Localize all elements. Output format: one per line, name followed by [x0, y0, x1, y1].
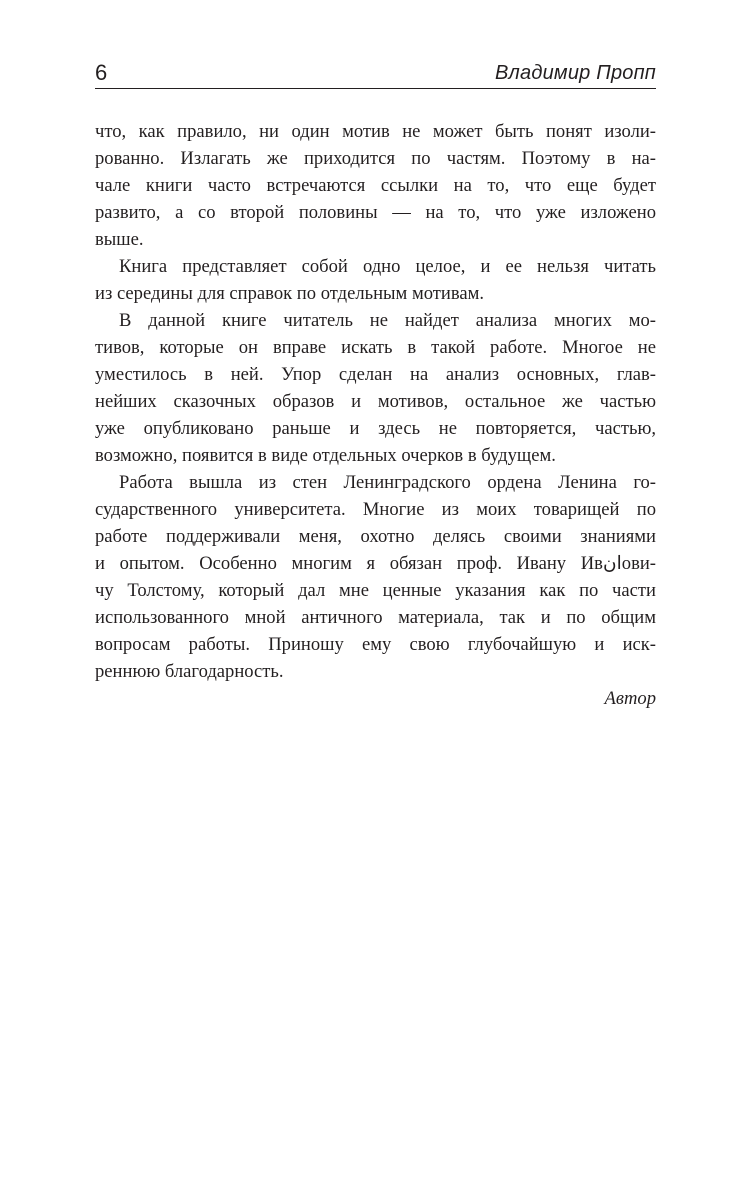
- text-line: выше.: [95, 229, 144, 250]
- text-line: чу Толстому, который дал мне ценные указания как по части: [95, 580, 656, 601]
- text-line: развито, а со второй половины — на то, что уже изложено: [95, 202, 656, 223]
- text-line: сударственного университета. Многие из моих товарищей по: [95, 499, 656, 520]
- text-line: Работа вышла из стен Ленинградского ордена Ленина го-: [119, 472, 656, 493]
- text-line: из середины для справок по отдельным мотивам.: [95, 283, 485, 304]
- text-line: использованного мной античного материала, так и по общим: [95, 607, 656, 628]
- text-line: тивов, которые он вправе искать в такой работе. Многое не: [95, 337, 656, 358]
- paragraph: [95, 118, 656, 253]
- text-line: В данной книге читатель не найдет анализа многих мо-: [119, 310, 656, 331]
- text-line: Книга представляет собой одно целое, и ее нельзя читать: [119, 256, 656, 277]
- body-text: [95, 118, 656, 712]
- text-line: чале книги часто встречаются ссылки на то, что еще будет: [95, 175, 656, 196]
- text-line: нейших сказочных образов и мотивов, остальное же частью: [95, 391, 656, 412]
- paragraph: [95, 307, 656, 469]
- text-line: рованно. Излагать же приходится по частям. Поэтому в на-: [95, 148, 656, 169]
- paragraph: [95, 253, 656, 307]
- paragraph: [95, 469, 656, 685]
- page-number: 6: [95, 60, 108, 85]
- running-head-author: Владимир Пропп: [495, 62, 656, 84]
- text-line: что, как правило, ни один мотив не может быть понят изоли-: [95, 121, 656, 142]
- text-line: реннюю благодарность.: [95, 661, 284, 682]
- text-line: работе поддерживали меня, охотно делясь своими знаниями: [95, 526, 656, 547]
- text-line: уже опубликовано раньше и здесь не повторяется, частью,: [95, 418, 656, 439]
- page-header: [95, 58, 656, 89]
- text-line: и опытом. Особенно многим я обязан проф. Ивану Ивانови-: [95, 553, 656, 574]
- text-line: возможно, появится в виде отдельных очерков в будущем.: [95, 445, 556, 466]
- signature-author: Автор: [604, 688, 656, 709]
- text-line: вопросам работы. Приношу ему свою глубочайшую и иск-: [95, 634, 656, 655]
- text-line: уместилось в ней. Упор сделан на анализ основных, глав-: [95, 364, 656, 385]
